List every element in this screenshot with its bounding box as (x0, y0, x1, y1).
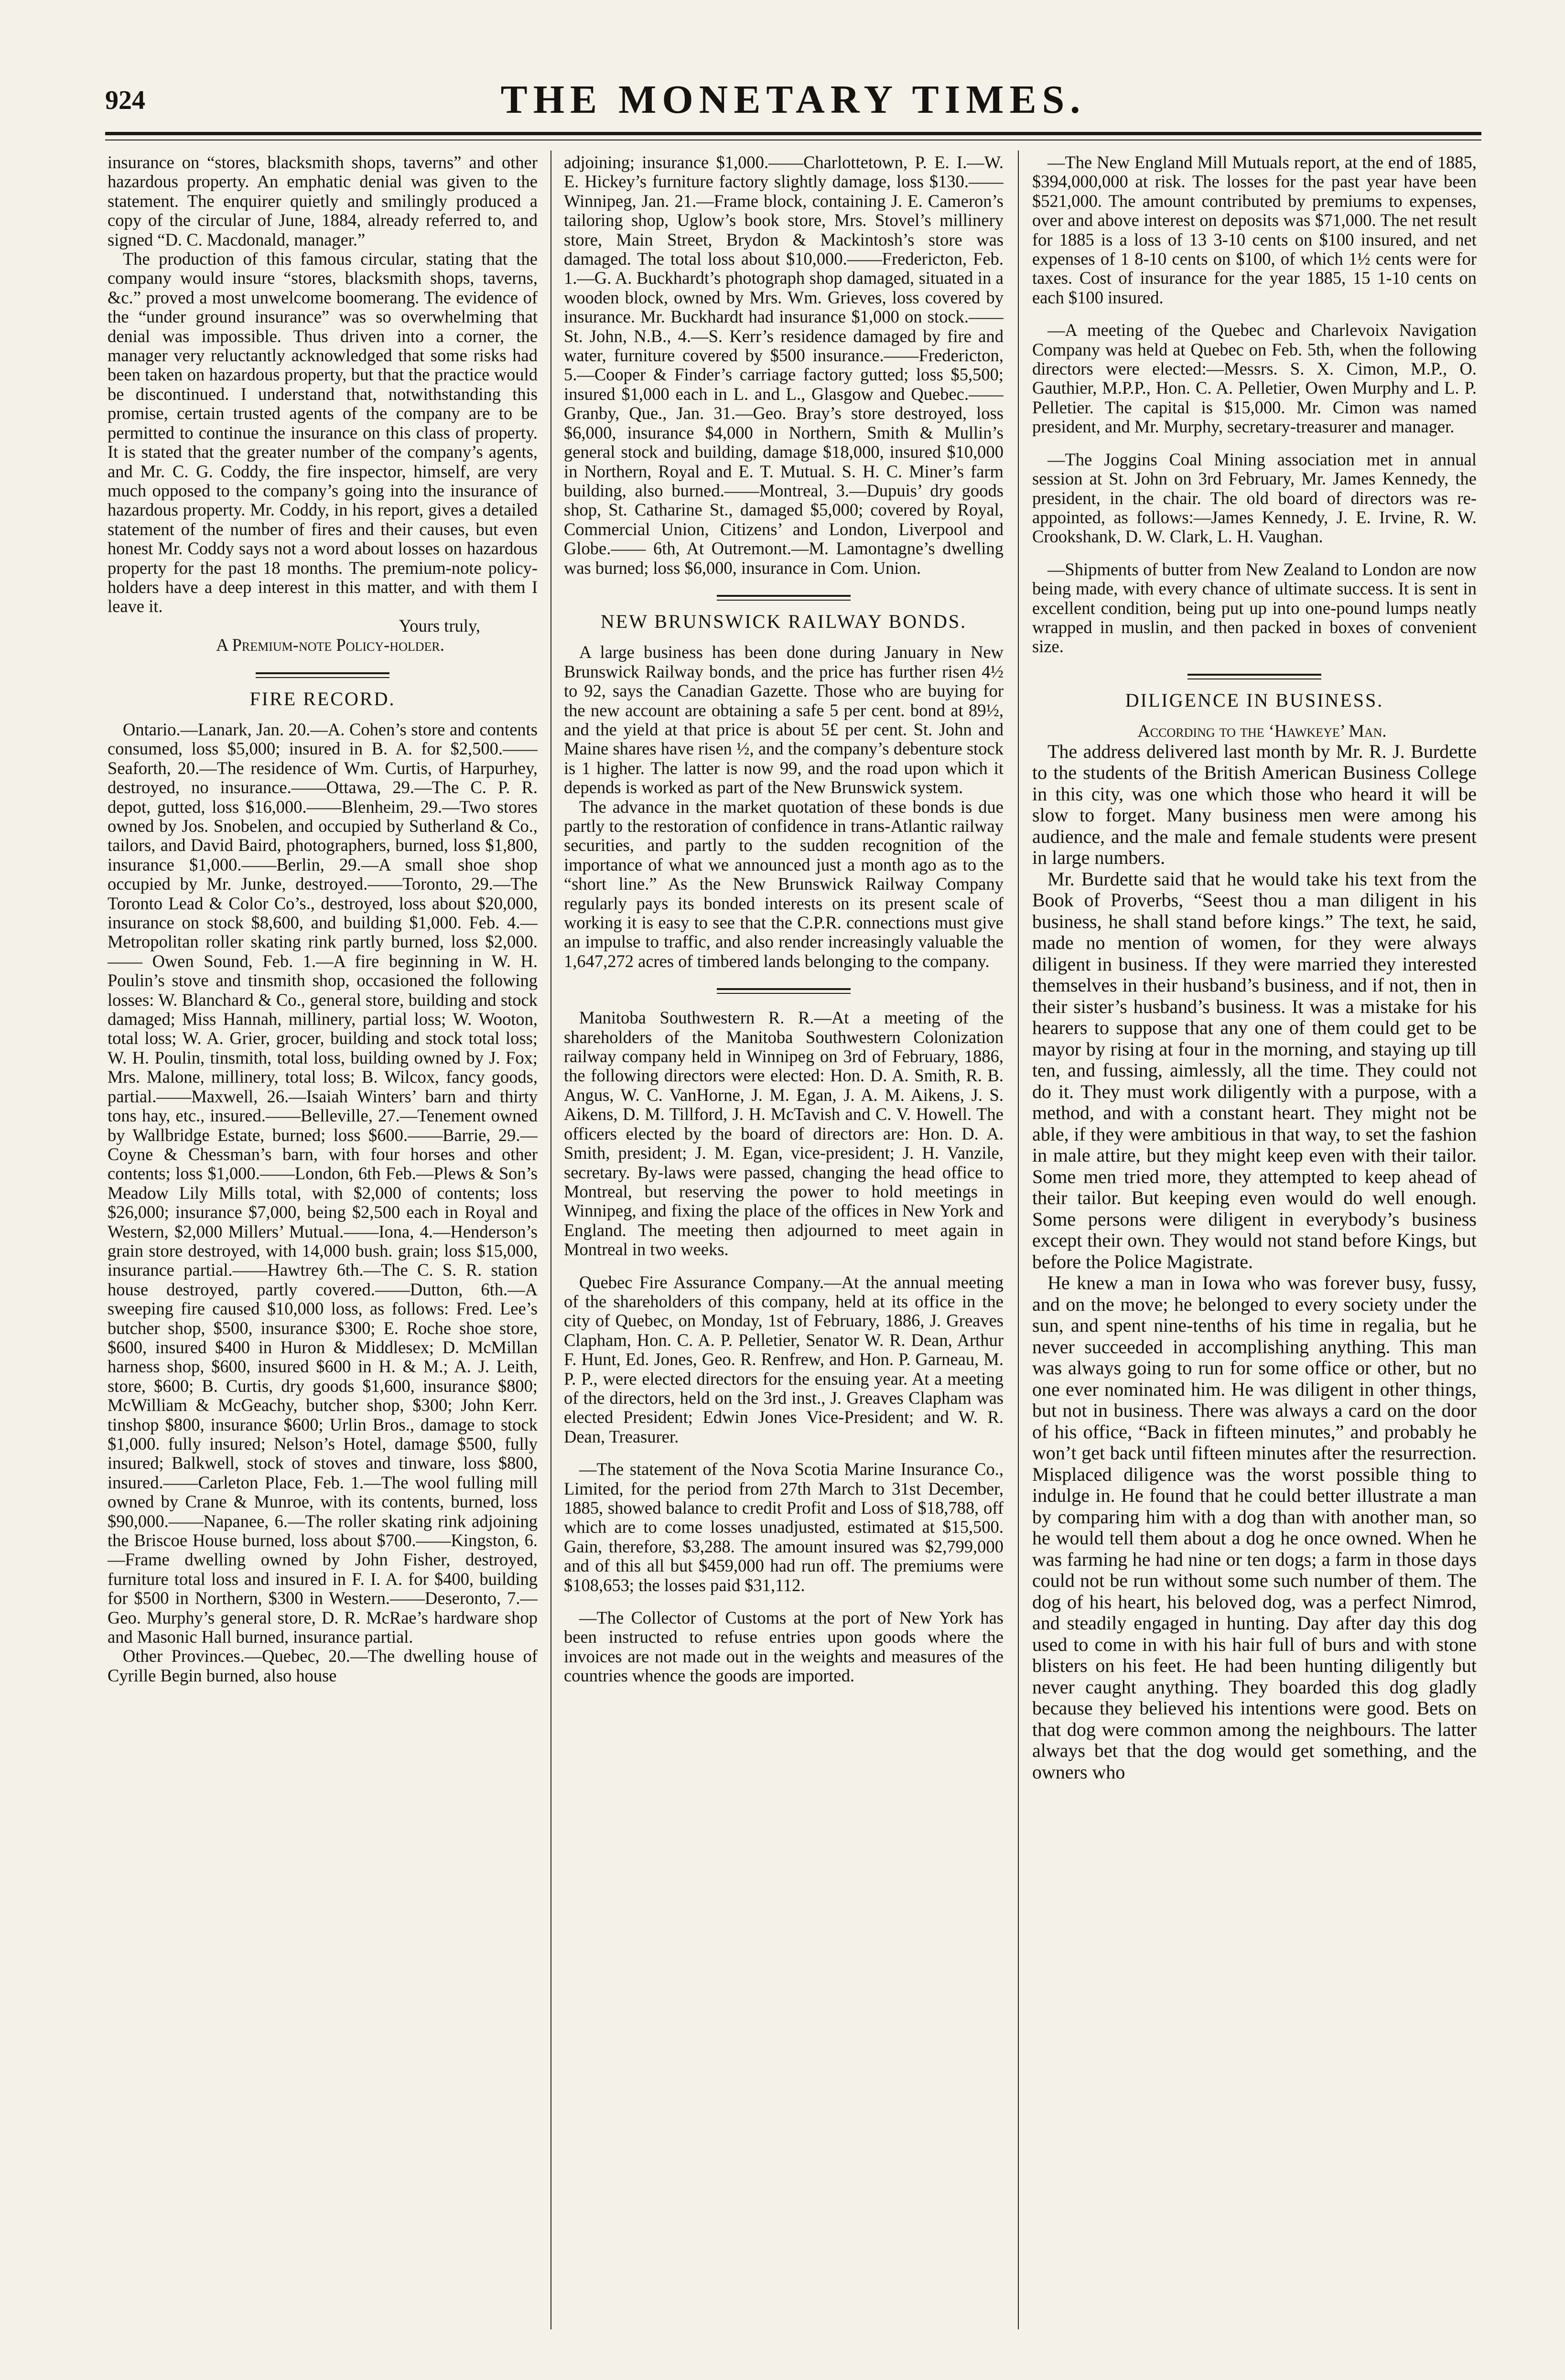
section-heading-fire-record: FIRE RECORD. (249, 688, 396, 710)
article-paragraph: A large business has been done during January in New Brunswick Railway bonds, and the price has further risen 4½ to 92, says the Canadian Gazette. Those who are buying for the new account are obtaining a safe 5 per cent. bond at 89½, and the yield at that price is about 5£ per cent. St. John and Maine shares have risen ½, and the company’s debenture stock is 1 higher. The latter is now 99, and the road upon which it depends is worked as part of the New Brunswick system. (564, 642, 1004, 797)
page-number: 924 (105, 86, 145, 115)
section-heading-diligence: DILIGENCE IN BUSINESS. (1125, 689, 1384, 711)
letter-paragraph: The production of this famous circular, stating that the company would insure “stores, blacksmith shops, taverns, &c.” proved a most unwelcome boomerang. The evidence of the “under ground insurance” was so overwhelming that denial was impossible. Thus driven into a corner, the manager very reluctantly acknowledged that some risks had been taken on hazardous property, but that the practice would be discontinued. I understand that, notwithstanding this promise, certain trusted agents of the company are to be permitted to continue the insurance on this class of property. It is stated that the greater number of the company’s agents, and Mr. C. G. Coddy, the fire inspector, himself, are very much opposed to the company’s going into the insurance of hazardous property. Mr. Coddy, in his report, gives a detailed statement of the number of fires and their causes, but even honest Mr. Coddy says not a word about losses on hazardous property for the past 18 months. The premium-note policy-holders have a deep interest in this matter, and with them I leave it. (108, 249, 538, 616)
article-paragraph: The address delivered last month by Mr. R. J. Burdette to the students of the British American Business College in this city, was one which those who heard it will be slow to forget. Many business men were among his audience, and the male and female students were present in large numbers. (1032, 740, 1477, 869)
section-heading-nb-railway: NEW BRUNSWICK RAILWAY BONDS. (600, 610, 967, 632)
column-3 (1032, 153, 1477, 2351)
letter-paragraph: insurance on “stores, blacksmith shops, taverns” and other hazardous property. An emphatic denial was given to the statement. The enquirer quietly and smilingly produced a copy of the circular of June, 1884, already referred to, and signed “D. C. Macdonald, manager.” (108, 153, 538, 249)
column-1 (108, 153, 538, 2351)
section-divider (256, 672, 389, 679)
article-new-england-mills: —The New England Mill Mutuals report, at the end of 1885, $394,000,000 at risk. The losses for the past year have been $521,000. The amount contributed by premiums to expenses, over and above interest on deposits was $71,000. The net result for 1885 is a loss of 13 3-10 cents on $100 insured, and net expenses of 1 8-10 cents on $100, of which 1½ cents were for taxes. Cost of insurance for the year 1885, 15 1-10 cents on each $100 insured. (1032, 153, 1477, 307)
header-rule-thick (105, 132, 1481, 135)
page-header (105, 72, 1481, 139)
article-manitoba-railway: Manitoba Southwestern R. R.—At a meeting of the shareholders of the Manitoba Southwestern Colonization railway company held in Winnipeg on 3rd of February, 1886, the following directors were elected: Hon. D. A. Smith, R. B. Angus, W. C. VanHorne, J. M. Egan, J. A. M. Aikens, J. S. Aikens, D. M. Tillford, J. H. McTavish and C. V. Howell. The officers elected by the board of directors are: Hon. D. A. Smith, president; J. M. Egan, vice-president; J. H. Vanzile, secretary. By-laws were passed, changing the head office to Montreal, but reserving the power to hold meetings in Winnipeg, and fixing the place of the offices in New York and England. The meeting then adjourned to meet again in Montreal in two weeks. (564, 1008, 1004, 1260)
section-divider (1187, 674, 1321, 680)
article-joggins-coal: —The Joggins Coal Mining association met in annual session at St. John on 3rd February, Mr. James Kennedy, the president, in the chair. The old board of directors was re-appointed, as follows:—James Kennedy, J. E. Irvine, R. W. Crookshank, D. W. Clark, L. H. Vaughan. (1032, 449, 1477, 547)
article-paragraph: The advance in the market quotation of these bonds is due partly to the restoration of confidence in trans-Atlantic railway securities, and partly to the sudden recognition of the importance of what we announced just a month ago as to the “short line.” As the New Brunswick Railway Company regularly pays its bonded interests on its present scale of working it is easy to see that the C.P.R. connections must give an impulse to traffic, and also render increasingly valuable the 1,647,272 acres of timbered lands belonging to the company. (564, 797, 1004, 971)
article-quebec-navigation: —A meeting of the Quebec and Charlevoix Navigation Company was held at Quebec on Feb. 5th, when the following directors were elected:—Messrs. S. X. Cimon, M.P., O. Gauthier, M.P.P., Hon. C. A. Pelletier, Owen Murphy and L. P. Pelletier. The capital is $15,000. Mr. Cimon was named president, and Mr. Murphy, secretary-treasurer and manager. (1032, 320, 1477, 437)
article-butter-shipments: —Shipments of butter from New Zealand to London are now being made, with every chance of ultimate success. It is sent in excellent condition, being put up into one-pound lumps neatly wrapped in muslin, and then packed in boxes of convenient size. (1032, 559, 1477, 657)
section-divider (717, 988, 851, 995)
masthead-title: THE MONETARY TIMES. (500, 77, 1086, 122)
letter-closing: Yours truly, (399, 615, 480, 635)
letter-signature: A Premium-note Policy-holder. (216, 635, 444, 655)
article-quebec-fire-assurance: Quebec Fire Assurance Company.—At the annual meeting of the shareholders of this company, held at its office in the city of Quebec, on Monday, 1st of February, 1886, J. Greaves Clapham, Hon. C. A. P. Pelletier, Senator W. R. Dean, Arthur F. Hunt, Ed. Jones, Geo. R. Renfrew, and Hon. P. Garneau, M. P. P., were elected directors for the ensuing year. At a meeting of the directors, held on the 3rd inst., J. Greaves Clapham was elected President; Edwin Jones Vice-President; and W. R. Dean, Treasurer. (564, 1272, 1004, 1446)
fire-record-continued: adjoining; insurance $1,000.——Charlottetown, P. E. I.—W. E. Hickey’s furniture factory slightly damage, loss $130.——Winnipeg, Jan. 21.—Frame block, containing J. E. Cameron’s tailoring shop, Uglow’s book store, Mrs. Stovel’s millinery store, Main Street, Brydon & Mackintosh’s store was damaged. The total loss about $10,000.——Fredericton, Feb. 1.—G. A. Buckhardt’s photograph shop damaged, situated in a wooden block, owned by Mrs. Wm. Grieves, loss covered by insurance. Mr. Buckhardt had insurance $1,000 on stock.——St. John, N.B., 4.—S. Kerr’s residence damaged by fire and water, furniture covered by $500 insurance.——Fredericton, 5.—Cooper & Finder’s carriage factory gutted; loss $5,500; insured $1,000 each in L. and L., Glasgow and Quebec.——Granby, Que., Jan. 31.—Geo. Bray’s store destroyed, loss $6,000, insurance $4,000 in Northern, Smith & Mullin’s general stock and building, damage $18,000, insured $10,000 in Northern, Royal and E. T. Mutual. S. H. C. Miner’s farm building, also burned.——Montreal, 3.—Dupuis’ dry goods shop, St. Catharine St., damaged $5,000; covered by Royal, Commercial Union, Citizens’ and London, Liverpool and Globe.—— 6th, At Outremont.—M. Lamontagne’s dwelling was burned; loss $6,000, insurance in Com. Union. (564, 153, 1004, 578)
article-paragraph: Mr. Burdette said that he would take his text from the Book of Proverbs, “Seest thou a man diligent in his business, he shall stand before kings.” The text, he said, made no mention of women, for they were always diligent in business. If they were married they interested themselves in their husband’s business, and if not, then in their sister’s husband’s business. It was a mistake for his hearers to suppose that any one of them could get to be mayor by rising at four in the morning, and staying up till ten, and fussing, aimlessly, all the time. They could not do it. They must work diligently with a purpose, with a method, and with a constant heart. They might not be able, if they were ambitious in that way, to set the fashion in male attire, but they might keep even with their tailor. Some men tried more, they attempted to keep ahead of their tailor. But keeping even would do well enough. Some persons were diligent in everybody’s business except their own. They would not stand before Kings, but before the Police Magistrate. (1032, 868, 1477, 1272)
column-divider-1 (550, 151, 551, 2329)
column-divider-2 (1018, 151, 1019, 2329)
column-2 (564, 153, 1004, 2351)
article-nova-scotia-marine: —The statement of the Nova Scotia Marine Insurance Co., Limited, for the period from 27th March to 31st December, 1885, showed balance to credit Profit and Loss of $18,788, off which are to come losses unadjusted, estimated at $15,500. Gain, therefore, $3,288. The amount insured was $2,799,000 and of this all but $459,000 had run off. The premiums were $108,653; the losses paid $31,112. (564, 1459, 1004, 1595)
section-divider (717, 595, 851, 602)
fire-record-ontario: Ontario.—Lanark, Jan. 20.—A. Cohen’s store and contents consumed, loss $5,000; insured in B. A. for $2,500.——Seaforth, 20.—The residence of Wm. Curtis, of Harpurhey, destroyed, no insurance.——Ottawa, 29.—The C. P. R. depot, gutted, loss $16,000.——Blenheim, 29.—Two stores owned by Jos. Snobelen, and occupied by Sutherland & Co., tailors, and David Baird, photographers, burned, loss $1,800, insurance $1,000.——Berlin, 29.—A small shoe shop occupied by Mr. Junke, destroyed.——Toronto, 29.—The Toronto Lead & Color Co’s., destroyed, loss about $20,000, insurance on stock $8,600, and building $1,000. Feb. 4.—Metropolitan roller skating rink partly burned, loss $2,000. —— Owen Sound, Feb. 1.—A fire beginning in W. H. Poulin’s stove and tinsmith shop, occasioned the following losses: W. Blanchard & Co., general store, building and stock damaged; Miss Hannah, millinery, partial loss; W. Wooton, total loss; W. A. Grier, grocer, building and stock total loss; W. H. Poulin, tinsmith, total loss, building owned by J. Fox; Mrs. Malone, millinery, total loss; B. Wilcox, fancy goods, partial.——Maxwell, 26.—Isaiah Winters’ barn and thirty tons hay, etc., insured.——Belleville, 27.—Tenement owned by Wallbridge Estate, burned; loss $600.——Barrie, 29.—Coyne & Chessman’s barn, with four horses and other contents; loss $1,000.——London, 6th Feb.—Plews & Son’s Meadow Lily Mills total, with $2,000 of contents; loss $26,000; insurance $7,000, being $2,500 each in Royal and Western, $2,000 Millers’ Mutual.——Iona, 4.—Henderson’s grain store destroyed, with 14,000 bush. grain; loss $15,000, insurance partial.——Hawtrey 6th.—The C. S. R. station house destroyed, partly covered.——Dutton, 6th.—A sweeping fire caused $10,000 loss, as follows: Fred. Lee’s butcher shop, $500, insurance $300; E. Roche shoe store, $600, insured $400 in Huron & Middlesex; D. McMillan harness shop, $600, insured $600 in H. & M.; A. J. Leith, store, $600; B. Curtis, dry goods $1,600, insurance $800; McWilliam & McGeachy, butcher shop, $300; John Kerr. tinshop $800, insurance $600; Urlin Bros., damage to stock $1,000. fully insured; Nelson’s Hotel, damage $500, fully insured; Balkwell, stock of stoves and tinware, loss $800, insured.——Carleton Place, Feb. 1.—The wool fulling mill owned by Crane & Munroe, with its contents, burned, loss $90,000.——Napanee, 6.—The roller skating rink adjoining the Briscoe House burned, loss about $700.——Kingston, 6.—Frame dwelling owned by John Fisher, destroyed, furniture total loss and insured in F. I. A. for $400, building for $500 in Northern, $300 in Western.——Deseronto, 7.—Geo. Murphy’s general store, D. R. McRae’s hardware shop and Masonic Hall burned, insurance partial. (108, 719, 538, 1647)
fire-record-other-provinces: Other Provinces.—Quebec, 20.—The dwelling house of Cyrille Begin burned, also house (108, 1646, 538, 1685)
article-paragraph: He knew a man in Iowa who was forever busy, fussy, and on the move; he belonged to every society under the sun, and spent nine-tenths of his time in regalia, but he never succeeded in accomplishing anything. This man was always going to run for some office or other, but no one ever nominated him. He was diligent in other things, but not in business. There was always a card on the door of his office, “Back in fifteen minutes,” and probably he won’t get back until fifteen minutes after the resurrection. Misplaced diligence was the worst possible thing to indulge in. He found that he could better illustrate a man by comparing him with a dog than with another man, so he would tell them about a dog he once owned. When he was farming he had nine or ten dogs; a farm in those days could not be run without some such number of them. The dog of his heart, his beloved dog, was a perfect Nimrod, and steadily engaged in hunting. Day after day this dog used to come in with his hair full of burs and with stone blisters on his feet. He had been hunting diligently but never caught anything. They boarded this dog gladly because they believed his intentions were good. Bets on that dog were common among the neighbours. The latter always bet that the dog would get something, and the owners who (1032, 1272, 1477, 1783)
section-subheading: According to the ‘Hawkeye’ Man. (1137, 721, 1387, 741)
article-customs: —The Collector of Customs at the port of New York has been instructed to refuse entries upon goods where the invoices are not made out in the weights and measures of the countries whence the goods are imported. (564, 1608, 1004, 1686)
